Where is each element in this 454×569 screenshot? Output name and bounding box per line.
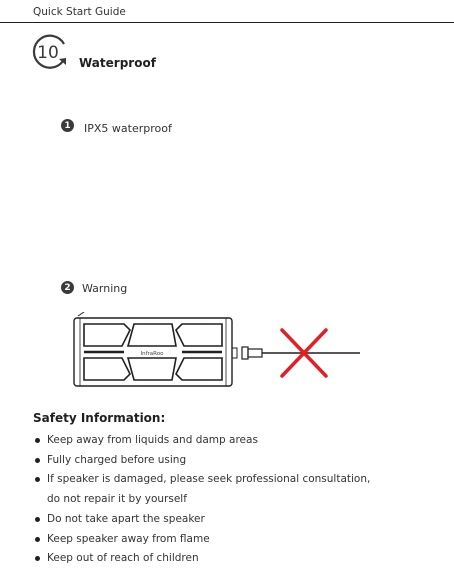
speaker-brand-label: InfraRoo [140, 351, 164, 357]
speaker-icon [74, 312, 237, 386]
step-2-label: Warning [82, 282, 128, 295]
header-rule [0, 22, 454, 23]
safety-item: Keep speaker away from flame [33, 530, 443, 550]
safety-list [33, 431, 443, 569]
section-number-badge [30, 34, 70, 70]
safety-item: If speaker is damaged, please seek professional consultation, [33, 470, 443, 490]
section-number: 10 [37, 43, 59, 63]
safety-item-continuation: do not repair it by yourself [47, 493, 187, 506]
safety-title: Safety Information: [33, 411, 166, 425]
safety-item: Do not take apart the speaker [33, 510, 443, 530]
safety-item: Keep out of reach of children [33, 549, 443, 569]
section-title: Waterproof [79, 56, 156, 70]
speaker-charging-warning-illustration [60, 312, 360, 392]
step-1-label: IPX5 waterproof [84, 122, 172, 135]
step-1-number: 1 [61, 119, 74, 132]
safety-item: Fully charged before using [33, 451, 443, 471]
safety-item: Keep away from liquids and damp areas [33, 431, 443, 451]
step-2-number: 2 [61, 281, 74, 294]
header-title: Quick Start Guide [33, 6, 126, 18]
